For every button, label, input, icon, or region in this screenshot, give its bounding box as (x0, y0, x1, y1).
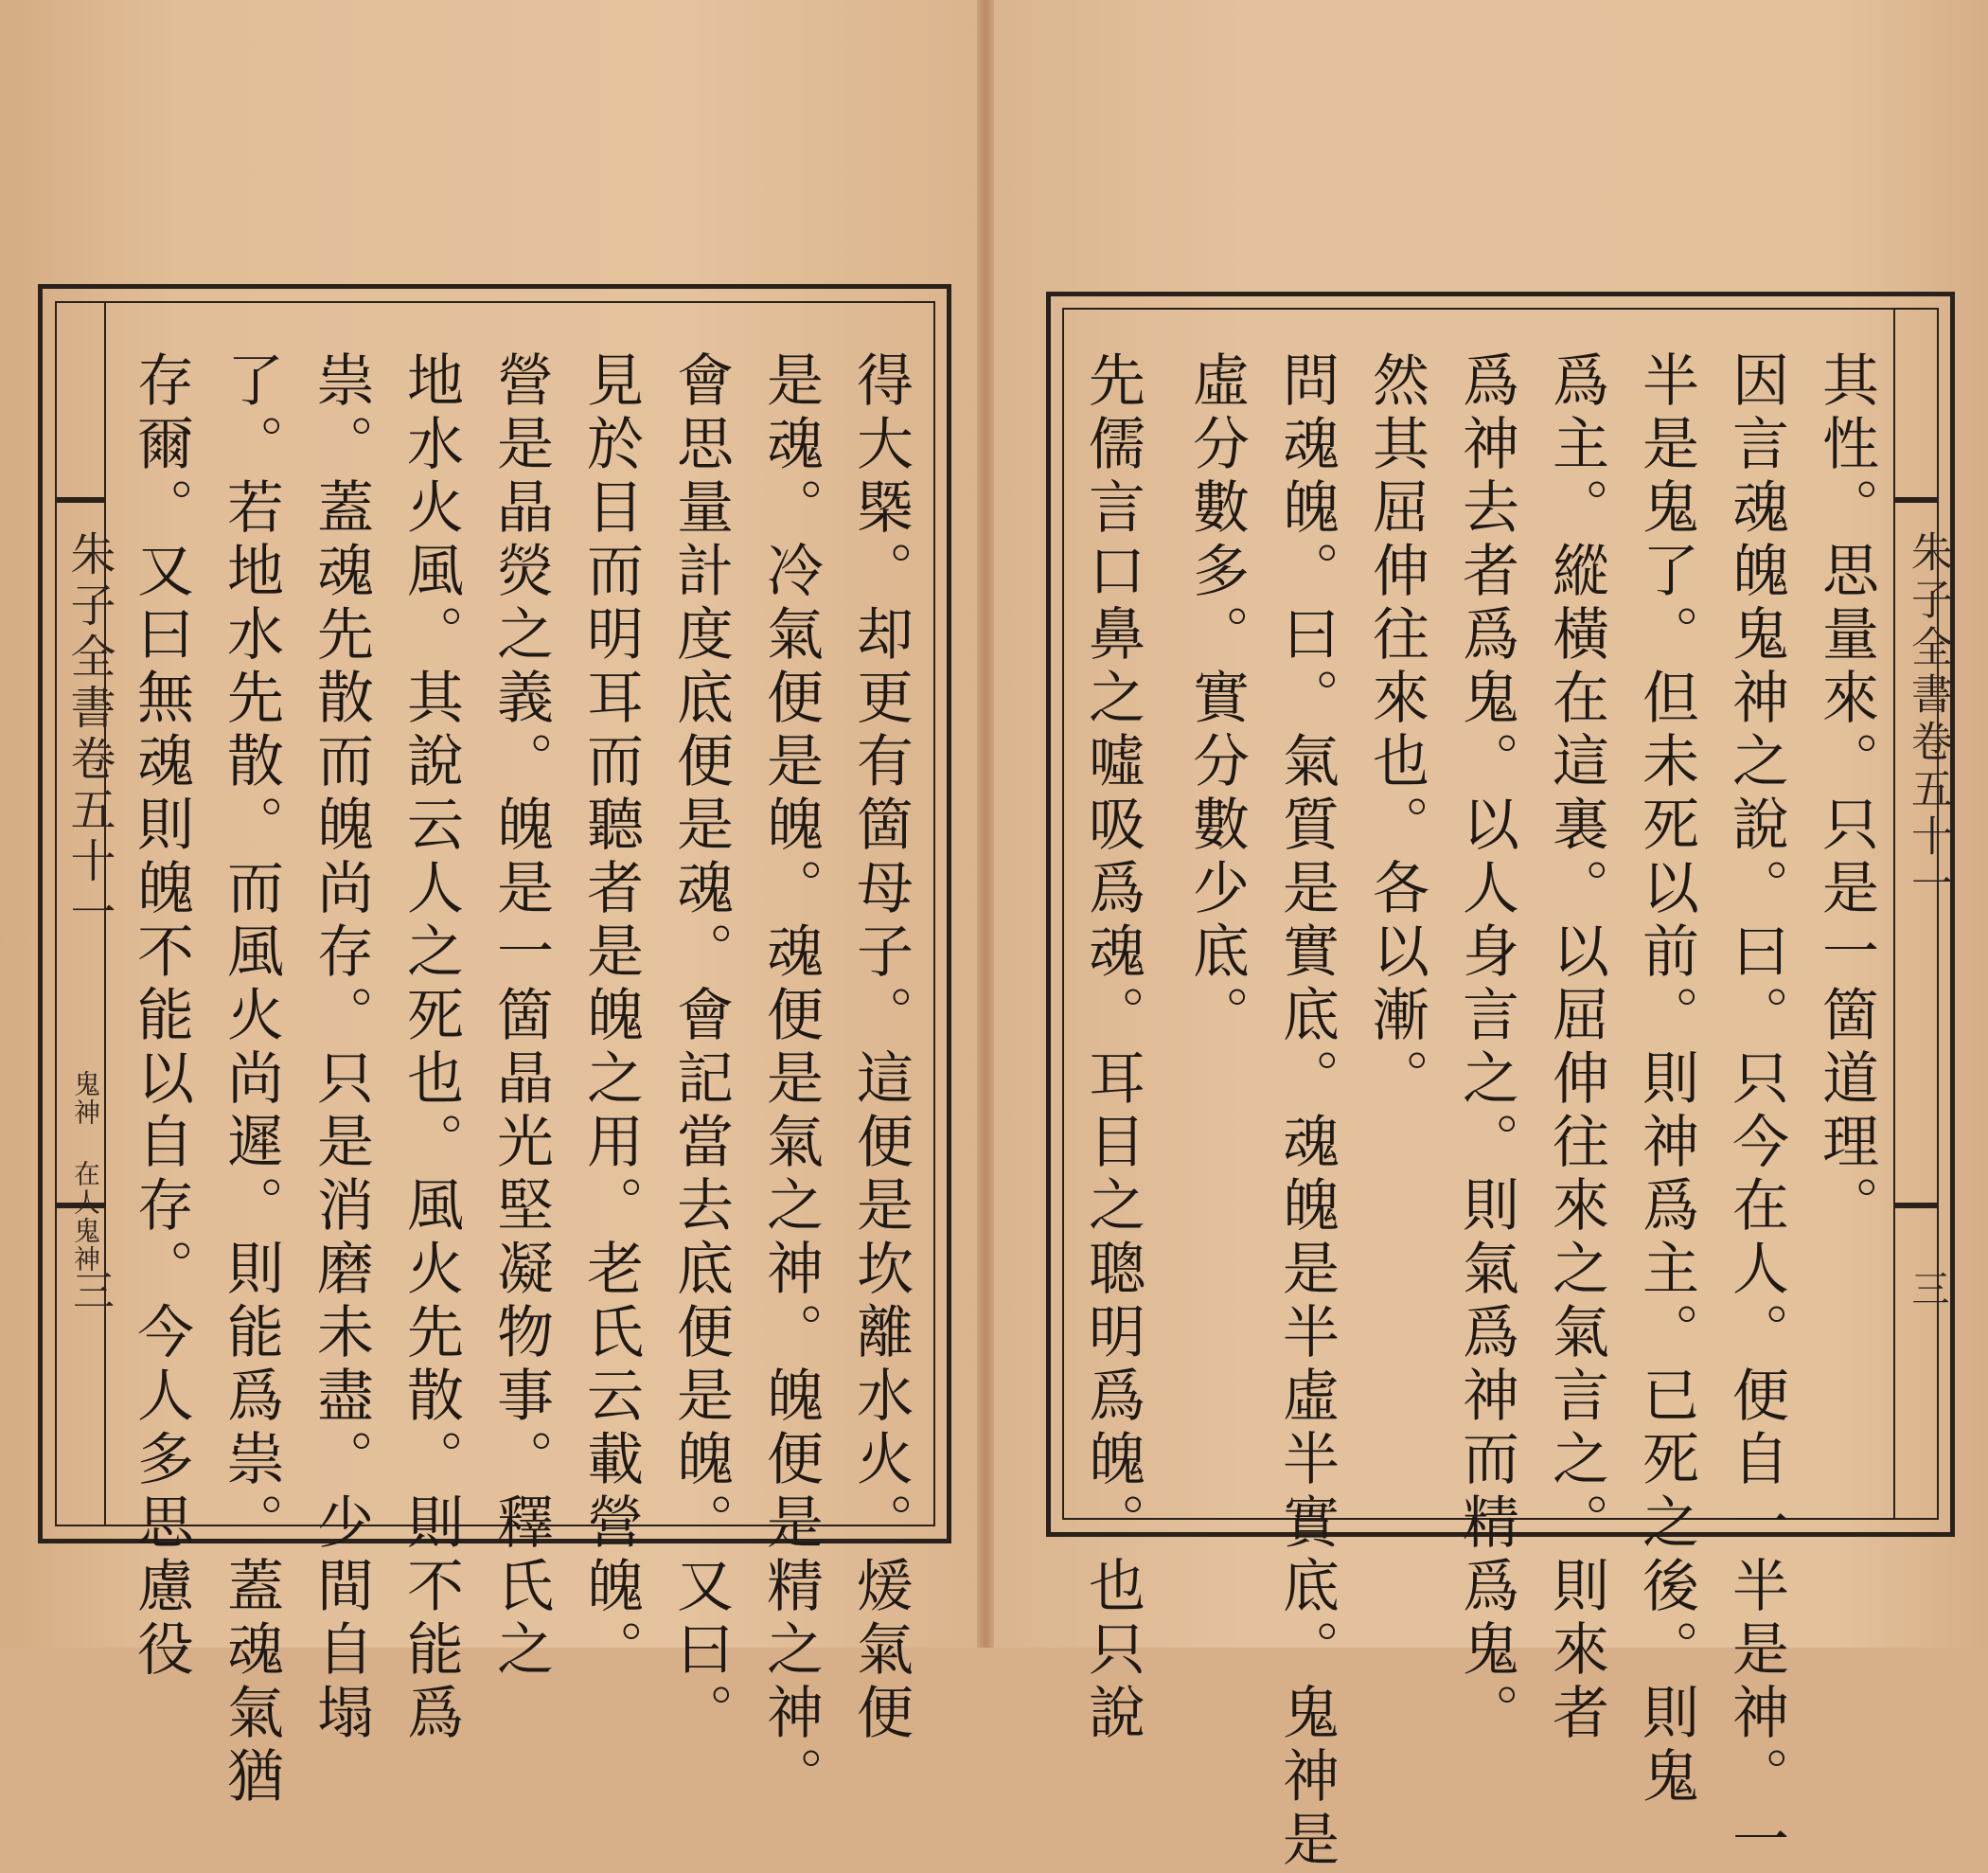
right-col-6: 然其屈伸往來也。各以漸。 (1363, 350, 1429, 1112)
right-col-3: 半是鬼了。但未死以前。則神爲主。已死之後。則鬼 (1633, 350, 1699, 1810)
left-col-2: 是魂。冷氣便是魄。魂便是氣之神。魄便是精之神。 (757, 350, 824, 1810)
right-col-7: 問魂魄。曰。氣質是實底。魂魄是半虛半實底。鬼神是 (1273, 350, 1340, 1873)
right-col-5: 爲神去者爲鬼。以人身言之。則氣爲神而精爲鬼。 (1453, 350, 1519, 1746)
left-col-5: 營是晶熒之義。魄是一箇晶光堅凝物事。釋氏之 (488, 350, 554, 1683)
left-col-8: 了。若地水先散。而風火尚遲。則能爲祟。蓋魂氣猶 (218, 350, 284, 1810)
left-col-1: 得大槩。却更有箇母子。這便是坎離水火。煖氣便 (847, 350, 914, 1746)
left-margin-page-number: 三 (65, 1269, 114, 1312)
book-spine (977, 0, 996, 1648)
left-margin-title: 朱子全書卷五十一 (62, 530, 115, 939)
left-margin-topic: 鬼神 在人鬼神 (70, 1070, 101, 1274)
left-col-6: 地水火風。其說云人之死也。風火先散。則不能爲 (398, 350, 464, 1746)
right-fold-mark-bottom (1895, 1203, 1939, 1208)
left-col-7: 祟。蓋魂先散而魄尚存。只是消磨未盡。少間自塌 (308, 350, 374, 1746)
right-fold-line (1893, 308, 1895, 1520)
left-col-9: 存爾。又曰無魂則魄不能以自存。今人多思慮役 (128, 350, 194, 1683)
right-col-1: 其性。思量來。只是一箇道理。 (1813, 350, 1879, 1239)
right-margin-page-number: 三 (1906, 1269, 1949, 1309)
left-fold-mark-top (55, 497, 104, 503)
right-margin-title: 朱子全書卷五十一 (1904, 530, 1952, 909)
right-fold-mark-top (1895, 497, 1939, 503)
right-col-9: 先儒言口鼻之噓吸爲魂。耳目之聰明爲魄。也只說 (1079, 350, 1145, 1746)
right-col-2: 因言魂魄鬼神之說。曰。只今在人。便自一半是神。一 (1723, 350, 1789, 1873)
left-col-4: 見於目而明耳而聽者是魄之用。老氏云載營魄。 (577, 350, 644, 1683)
right-col-8: 虛分數多。實分數少底。 (1183, 350, 1250, 1048)
right-col-4: 爲主。縱橫在這裏。以屈伸往來之氣言之。則來者 (1543, 350, 1609, 1746)
left-col-3: 會思量計度底便是魂。會記當去底便是魄。又曰。 (667, 350, 734, 1746)
